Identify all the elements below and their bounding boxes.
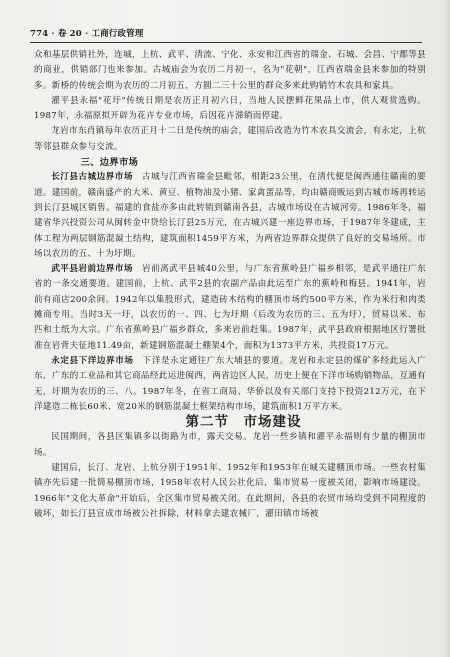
paragraph-post-1949: 建国后，长汀、龙岩、上杭分别于1951年、1952年和1953年在城关建棚顶市场。一些农村集镇亦先后建一批简易棚顶市场，1958年农村人民公社化后，集市贸易一度被关闭，影响市场建设。1966年"文化大革命"开始后，全区集市贸易被关闭。在此期间，各县的农贸市场均受到不同程度的破坏，如长汀县宣成市场被公社拆除，材料拿去建农械厂，濯田镇市场被 <box>34 463 426 519</box>
section-heading-border-markets: 三、边界市场 <box>80 157 139 169</box>
running-header: 774 · 卷 20 · 工商行政管理 <box>30 27 422 43</box>
paragraph-xiayang-market <box>34 354 426 415</box>
entry-text-xiayang: 下洋是永定通往广东大埔县的要道。龙岩和永定县的煤矿多经此运入广东，广东的工业品和其它商品经此运进闽西，两省边区人民，历史上便在下洋市场购销物品，互通有无，圩期为农历的三、八。1987年冬，在省工商局、华侨以及有关部门支持下投资212万元，在下洋建造二栋长60米、宽20米的钢筋混凝土框架结构市场，建筑面积1万平方米。 <box>34 355 426 412</box>
entry-text-gucheng: 古城与江西省瑞金县毗邻，相距23公里，在清代便是闽西通往赣南的要道。建国前，赣南盛产的大米、黄豆、植物油及小猪、家禽蛋品等，均由赣商贩运到古城市场再转运到长汀县城区销售。福建的食盐亦多由此转销到赣南各县，古城市场设在古城河旁。1986年冬，福建省华兴投资公司从闽转金中贷给长汀县25万元，在古城兴建一座边界市场，于1987年冬建成，主体工程为两层钢筋混凝土结构，建筑面积1459平方米，为两省边界群众提供了良好的交易场所。市场以农历的五、十为圩期。 <box>34 172 426 259</box>
page-edge-shadow <box>444 0 450 657</box>
body-text <box>34 48 426 522</box>
paragraph-yanqian-market <box>34 262 426 354</box>
paragraph-dongxiao-temple-fair: 龙岩市东肖镇每年农历正月十二日是传统的庙会，建国后改造为竹木农具交流会，有永定，上杭等邻县群众参与交流。 <box>34 126 426 152</box>
chapter-title: 第二节 市场建设 <box>185 414 302 431</box>
entry-title-xiayang: 永定县下洋边界市场 <box>51 355 134 366</box>
entry-text-yanqian: 岩前离武平县城40公里，与广东省蕉岭县广福乡相邻，是武平通往广东省的一条交通要道。建国前，上杭、武平2县的农副产品由此运至广东的蕉岭和梅县。1941年，岩前有商店200余间。1942年以集股形式，建造砖木结构的棚顶市场约500平方米，作为米行和肉类摊商专用。当时3天一圩，以农历的一、四、七为圩期（后改为农历的三、五为圩），贸易以米、布匹和土纸为大宗。广东省蕉岭县广福乡群众，多来岩前赶集。1987年，武平县政府根据地区行署批准在岩背夫征地11.49亩，新建钢筋混凝土棚架4个，面积为1373平方米，共投资17万元。 <box>34 264 426 351</box>
entry-title-yanqian: 武平县岩前边界市场 <box>51 264 133 275</box>
paragraph-yongfu-flower-market: 濯平县永福"花圩"传统日期是农历正月初六日，当地人民摆鲜花果品上市，供人观赏选购。1987年，永福原拟开辟为花卉专业市场，后因花卉滞销而停建。 <box>34 95 426 122</box>
paragraph-gucheng-market <box>34 170 426 262</box>
entry-title-gucheng: 长汀县古城边界市场 <box>51 172 133 183</box>
paragraph-republic-era: 民国期间，各县区集镇多以街路为市，露天交易。龙岩一些乡镇和濯平永福则有少量的棚顶市场。 <box>34 432 426 458</box>
paragraph-fairs-continued: 众和基层供销社外，连城，上杭、武平、清流、宁化、永安和江西省的瑞金、石城、会昌、宁都等县的商业，供销部门也来参加。古城庙会为农历二月初一，名为"花朝"，江西省瑞金县来参加的特别多。新桥的传统会期为农历的二月初五，方圆二三十公里的群众多来此购销竹木农具和家具。 <box>34 50 426 91</box>
